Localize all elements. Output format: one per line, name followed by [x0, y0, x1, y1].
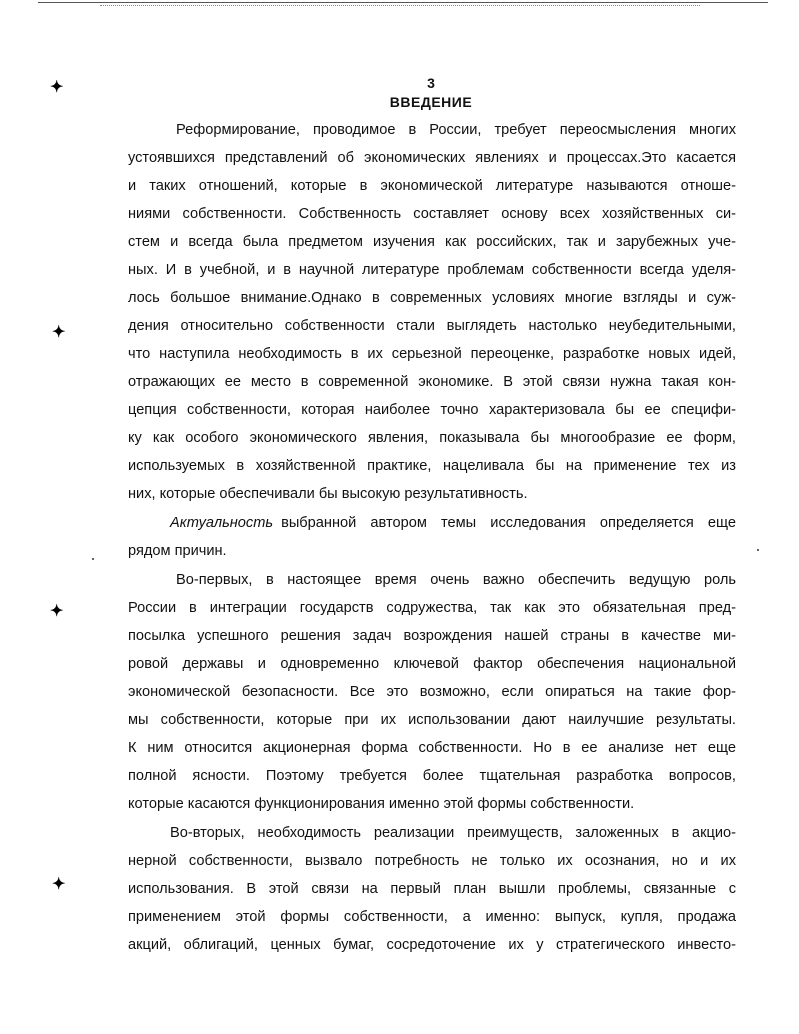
text-line: стем и всегда была предметом изучения как российских, так и зарубежных уче- — [128, 234, 736, 250]
text-line: и таких отношений, которые в экономической литературе называются отноше- — [128, 178, 736, 194]
text-line: Реформирование, проводимое в России, требует переосмысления многих — [176, 122, 736, 138]
text-line: что наступила необходимость в их серьезной переоценке, разработке новых идей, — [128, 346, 736, 362]
text-line: К ним относится акционерная форма собственности. Но в ее анализе нет еще — [128, 740, 736, 756]
text-line: выбранной автором темы исследования определяется еще — [281, 515, 736, 531]
text-line: посылка успешного решения задач возрождения нашей страны в качестве ми- — [128, 628, 736, 644]
text-line: нерной собственности, вызвало потребность не только их осознания, но и их — [128, 853, 736, 869]
text-line: цепция собственности, которая наиболее точно характеризовала бы ее специфи- — [128, 402, 736, 418]
text-line: ных. И в учебной, и в научной литературе проблемам собственности всегда уделя- — [128, 262, 736, 278]
text-line: которые касаются функционирования именно этой формы собственности. — [128, 796, 635, 812]
text-line: рядом причин. — [128, 543, 227, 559]
text-line: Во-первых, в настоящее время очень важно обеспечить ведущую роль — [176, 572, 736, 588]
text-line: дения относительно собственности стали выглядеть настолько неубедительными, — [128, 318, 736, 334]
text-line: акций, облигаций, ценных бумаг, сосредоточение их у стратегического инвесто- — [128, 937, 736, 953]
top-scan-rule — [38, 2, 768, 3]
text-line: России в интеграции государств содружества, так как это обязательная пред- — [128, 600, 736, 616]
text-line-actuality — [170, 512, 736, 534]
punch-hole-mark-icon: ✦ — [52, 876, 66, 893]
punch-hole-mark-icon: ✦ — [50, 79, 64, 96]
text-line: устоявшихся представлений об экономических явлениях и процессах.Это касается — [128, 150, 736, 166]
text-line: отражающих ее место в современной экономике. В этой связи нужна такая кон- — [128, 374, 736, 390]
scan-speck — [757, 549, 759, 551]
section-title: ВВЕДЕНИЕ — [389, 94, 473, 110]
punch-hole-mark-icon: ✦ — [52, 324, 66, 341]
punch-hole-mark-icon: ✦ — [50, 603, 64, 620]
text-line: мы собственности, которые при их использовании дают наилучшие результаты. — [128, 712, 736, 728]
text-line: применением этой формы собственности, а именно: выпуск, купля, продажа — [128, 909, 736, 925]
text-line: лось большое внимание.Однако в современных условиях многие взгляды и суж- — [128, 290, 736, 306]
text-line: ниями собственности. Собственность составляет основу всех хозяйственных си- — [128, 206, 736, 222]
text-line: используемых в хозяйственной практике, нацеливала бы на применение тех из — [128, 458, 736, 474]
scan-speck — [92, 558, 94, 560]
text-line: них, которые обеспечивали бы высокую результативность. — [128, 486, 528, 502]
text-line: использования. В этой связи на первый план вышли проблемы, связанные с — [128, 881, 736, 897]
text-line: ку как особого экономического явления, показывала бы многообразие ее форм, — [128, 430, 736, 446]
emphasis-actuality: Актуальность — [170, 515, 274, 531]
top-scan-rule-secondary — [100, 5, 700, 6]
page-number: 3 — [427, 75, 435, 91]
text-line: полной ясности. Поэтому требуется более тщательная разработка вопросов, — [128, 768, 736, 784]
text-line: ровой державы и одновременно ключевой фактор обеспечения национальной — [128, 656, 736, 672]
text-line: Во-вторых, необходимость реализации преимуществ, заложенных в акцио- — [170, 825, 736, 841]
text-line: экономической безопасности. Все это возможно, если опираться на такие фор- — [128, 684, 736, 700]
